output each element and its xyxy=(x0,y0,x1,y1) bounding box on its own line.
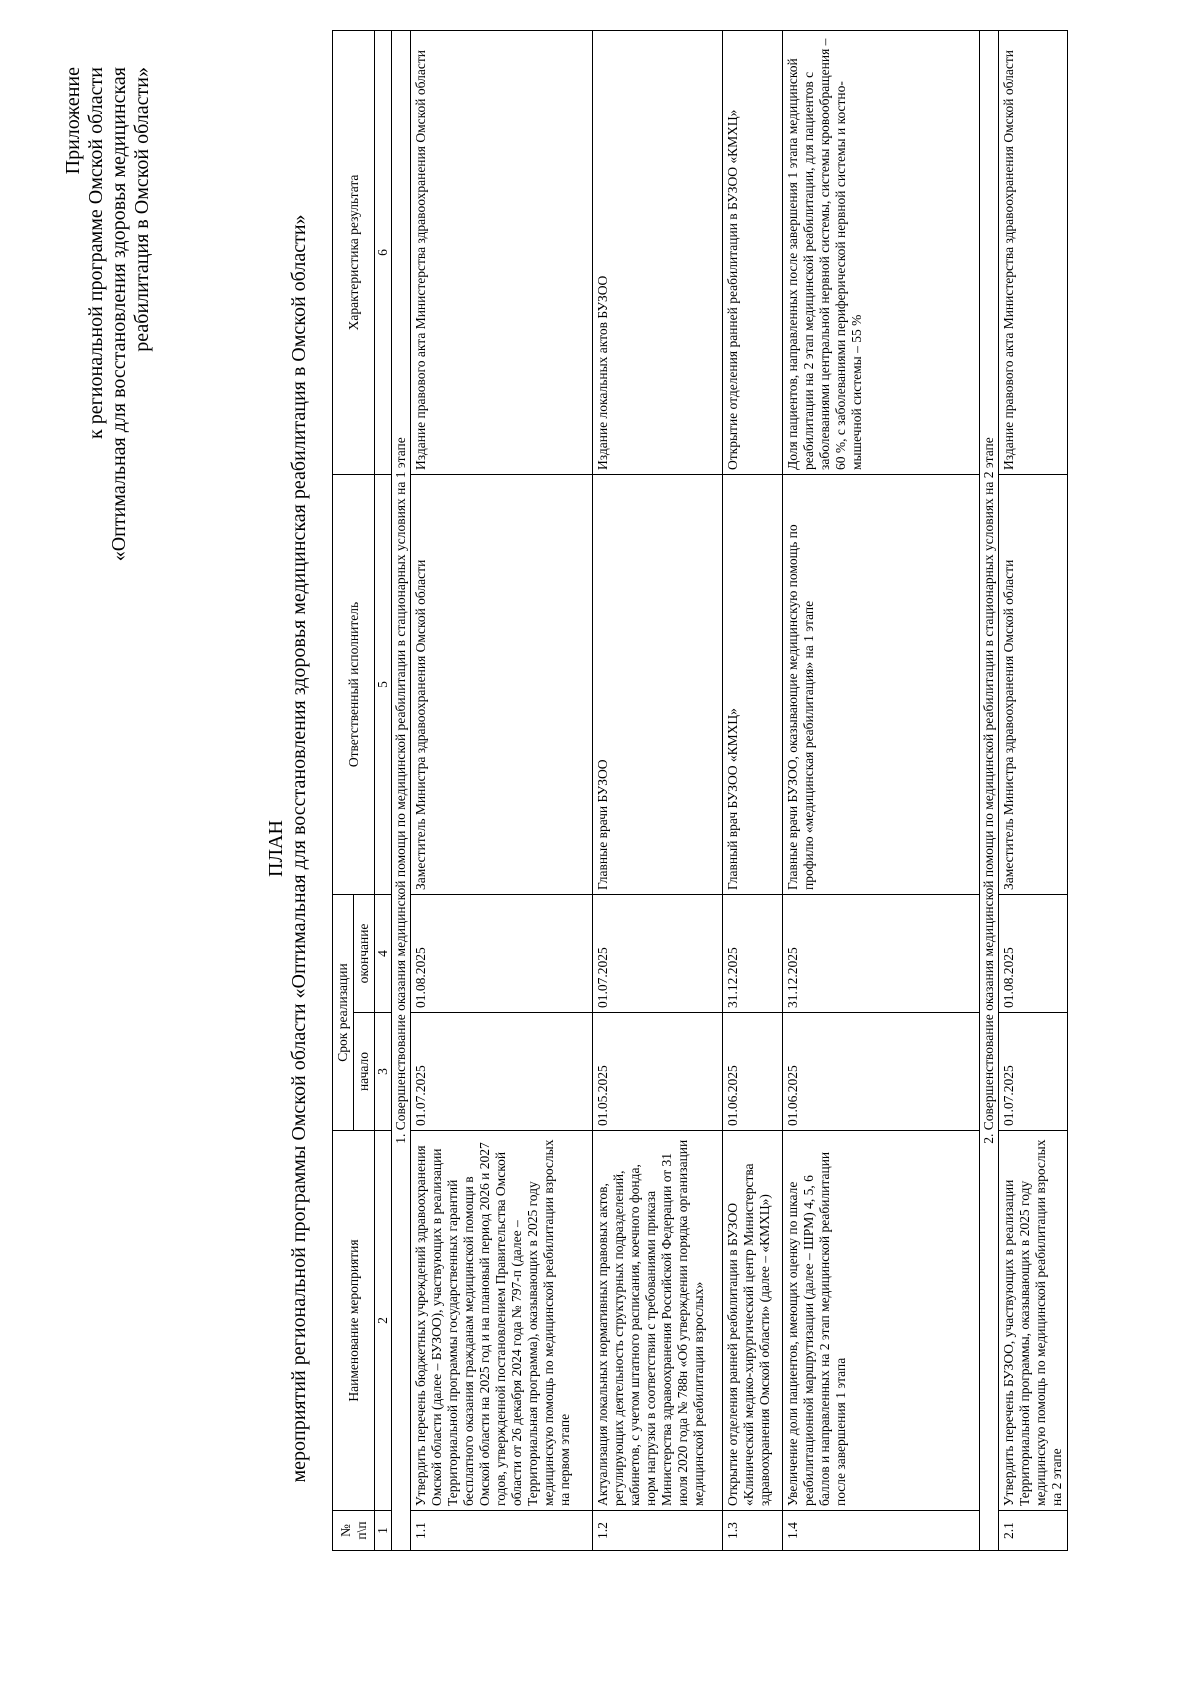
row-number: 1.3 xyxy=(723,1511,783,1551)
table-row xyxy=(593,30,723,1550)
row-result: Издание локальных актов БУЗОО xyxy=(593,30,723,474)
row-start: 01.07.2025 xyxy=(999,1013,1068,1131)
row-start: 01.06.2025 xyxy=(723,1013,783,1131)
row-result: Издание правового акта Министерства здравоохранения Омской области xyxy=(999,30,1068,474)
column-number: 1 xyxy=(375,1511,392,1551)
plan-subtitle: мероприятий региональной программы Омской области «Оптимальная для восстановления здоровья медицинская реабилитация в Омской области» xyxy=(288,214,310,1483)
appendix-header xyxy=(62,67,154,607)
section-row xyxy=(980,30,999,1550)
row-start: 01.06.2025 xyxy=(783,1013,980,1131)
column-number: 2 xyxy=(375,1131,392,1511)
section-title: 1. Совершенствование оказания медицинской помощи по медицинской реабилитации в стационарных условиях на 1 этапе xyxy=(392,30,411,1550)
row-name: Утвердить перечень бюджетных учреждений здравоохранения Омской области (далее – БУЗОО), участвующих в реализации Территориальной программы государственных гарантий бесплатного оказания гражданам медицинской помощи в Омской области на 2025 год и на плановый период 2026 и 2027 годов, утвержденной постановлением Правительства Омской области от 26 декабря 2024 года № 797-п (далее – Территориальная программа), оказывающих в 2025 году медицинскую помощь по медицинской реабилитации взрослых на первом этапе xyxy=(411,1131,593,1511)
row-name: Увеличение доли пациентов, имеющих оценку по шкале реабилитационной маршрутизации (далее – ШРМ) 4, 5, 6 баллов и направленных на 2 этап медицинской реабилитации после завершения 1 этапа xyxy=(783,1131,980,1511)
plan-table xyxy=(332,30,1068,1551)
row-result: Открытие отделения ранней реабилитации в БУЗОО «КМХЦ» xyxy=(723,30,783,474)
row-responsible: Главный врач БУЗОО «КМХЦ» xyxy=(723,474,783,894)
appendix-line-2: к региональной программе Омской области xyxy=(85,67,107,439)
row-name: Открытие отделения ранней реабилитации в БУЗОО «Клинический медико-хирургический центр Министерства здравоохранения Омской области» (далее – «КМХЦ») xyxy=(723,1131,783,1511)
table-header-row xyxy=(333,30,354,1550)
row-responsible: Главные врачи БУЗОО, оказывающие медицинскую помощь по профилю «медицинская реабилитация» на 1 этапе xyxy=(783,474,980,894)
column-number: 5 xyxy=(375,474,392,894)
row-responsible: Заместитель Министра здравоохранения Омской области xyxy=(411,474,593,894)
table-row xyxy=(999,30,1068,1550)
header-end: окончание xyxy=(354,894,375,1012)
row-end: 31.12.2025 xyxy=(783,894,980,1012)
row-end: 01.08.2025 xyxy=(411,894,593,1012)
column-number: 6 xyxy=(375,30,392,474)
header-num: № п\п xyxy=(333,1511,375,1551)
table-row xyxy=(783,30,980,1550)
row-number: 2.1 xyxy=(999,1511,1068,1551)
header-responsible: Ответственный исполнитель xyxy=(333,474,375,894)
row-name: Актуализация локальных нормативных правовых актов, регулирующих деятельность структурных подразделений, кабинетов, с учетом штатного расписания, коечного фонда, норм нагрузки в соответствии с требованиями приказа Министерства здравоохранения Российской Федерации от 31 июля 2020 года № 788н «Об утверждении порядка организации медицинской реабилитации взрослых» xyxy=(593,1131,723,1511)
column-number: 4 xyxy=(375,894,392,1012)
section-title: 2. Совершенствование оказания медицинской помощи по медицинской реабилитации в стационарных условиях на 2 этапе xyxy=(980,30,999,1550)
row-name: Утвердить перечень БУЗОО, участвующих в реализации Территориальной программы, оказывающих в 2025 году медицинскую помощь по медицинской реабилитации взрослых на 2 этапе xyxy=(999,1131,1068,1511)
appendix-line-1: Приложение xyxy=(62,67,84,175)
column-number: 3 xyxy=(375,1013,392,1131)
row-result: Доля пациентов, направленных после завершения 1 этапа медицинской реабилитации на 2 этап медицинской реабилитации, для пациентов с заболеваниями центральной нервной системы, системы кровообращения – 60 %, с заболеваниями периферической нервной системы и костно-мышечной системы – 55 % xyxy=(783,30,980,474)
plan-heading xyxy=(265,150,311,1547)
header-name: Наименование мероприятия xyxy=(333,1131,375,1511)
appendix-line-3: «Оптимальная для восстановления здоровья медицинская xyxy=(108,67,130,562)
section-row xyxy=(392,30,411,1550)
row-end: 01.08.2025 xyxy=(999,894,1068,1012)
row-end: 31.12.2025 xyxy=(723,894,783,1012)
row-responsible: Главные врачи БУЗОО xyxy=(593,474,723,894)
row-number: 1.2 xyxy=(593,1511,723,1551)
header-start: начало xyxy=(354,1013,375,1131)
row-responsible: Заместитель Министра здравоохранения Омской области xyxy=(999,474,1068,894)
row-start: 01.07.2025 xyxy=(411,1013,593,1131)
row-end: 01.07.2025 xyxy=(593,894,723,1012)
header-result: Характеристика результата xyxy=(333,30,375,474)
row-number: 1.4 xyxy=(783,1511,980,1551)
row-result: Издание правового акта Министерства здравоохранения Омской области xyxy=(411,30,593,474)
appendix-line-4: реабилитация в Омской области» xyxy=(131,67,153,352)
column-number-row xyxy=(375,30,392,1550)
plan-title: ПЛАН xyxy=(265,820,287,877)
header-term: Срок реализации xyxy=(333,894,354,1130)
table-row xyxy=(723,30,783,1550)
row-start: 01.05.2025 xyxy=(593,1013,723,1131)
table-row xyxy=(411,30,593,1550)
row-number: 1.1 xyxy=(411,1511,593,1551)
